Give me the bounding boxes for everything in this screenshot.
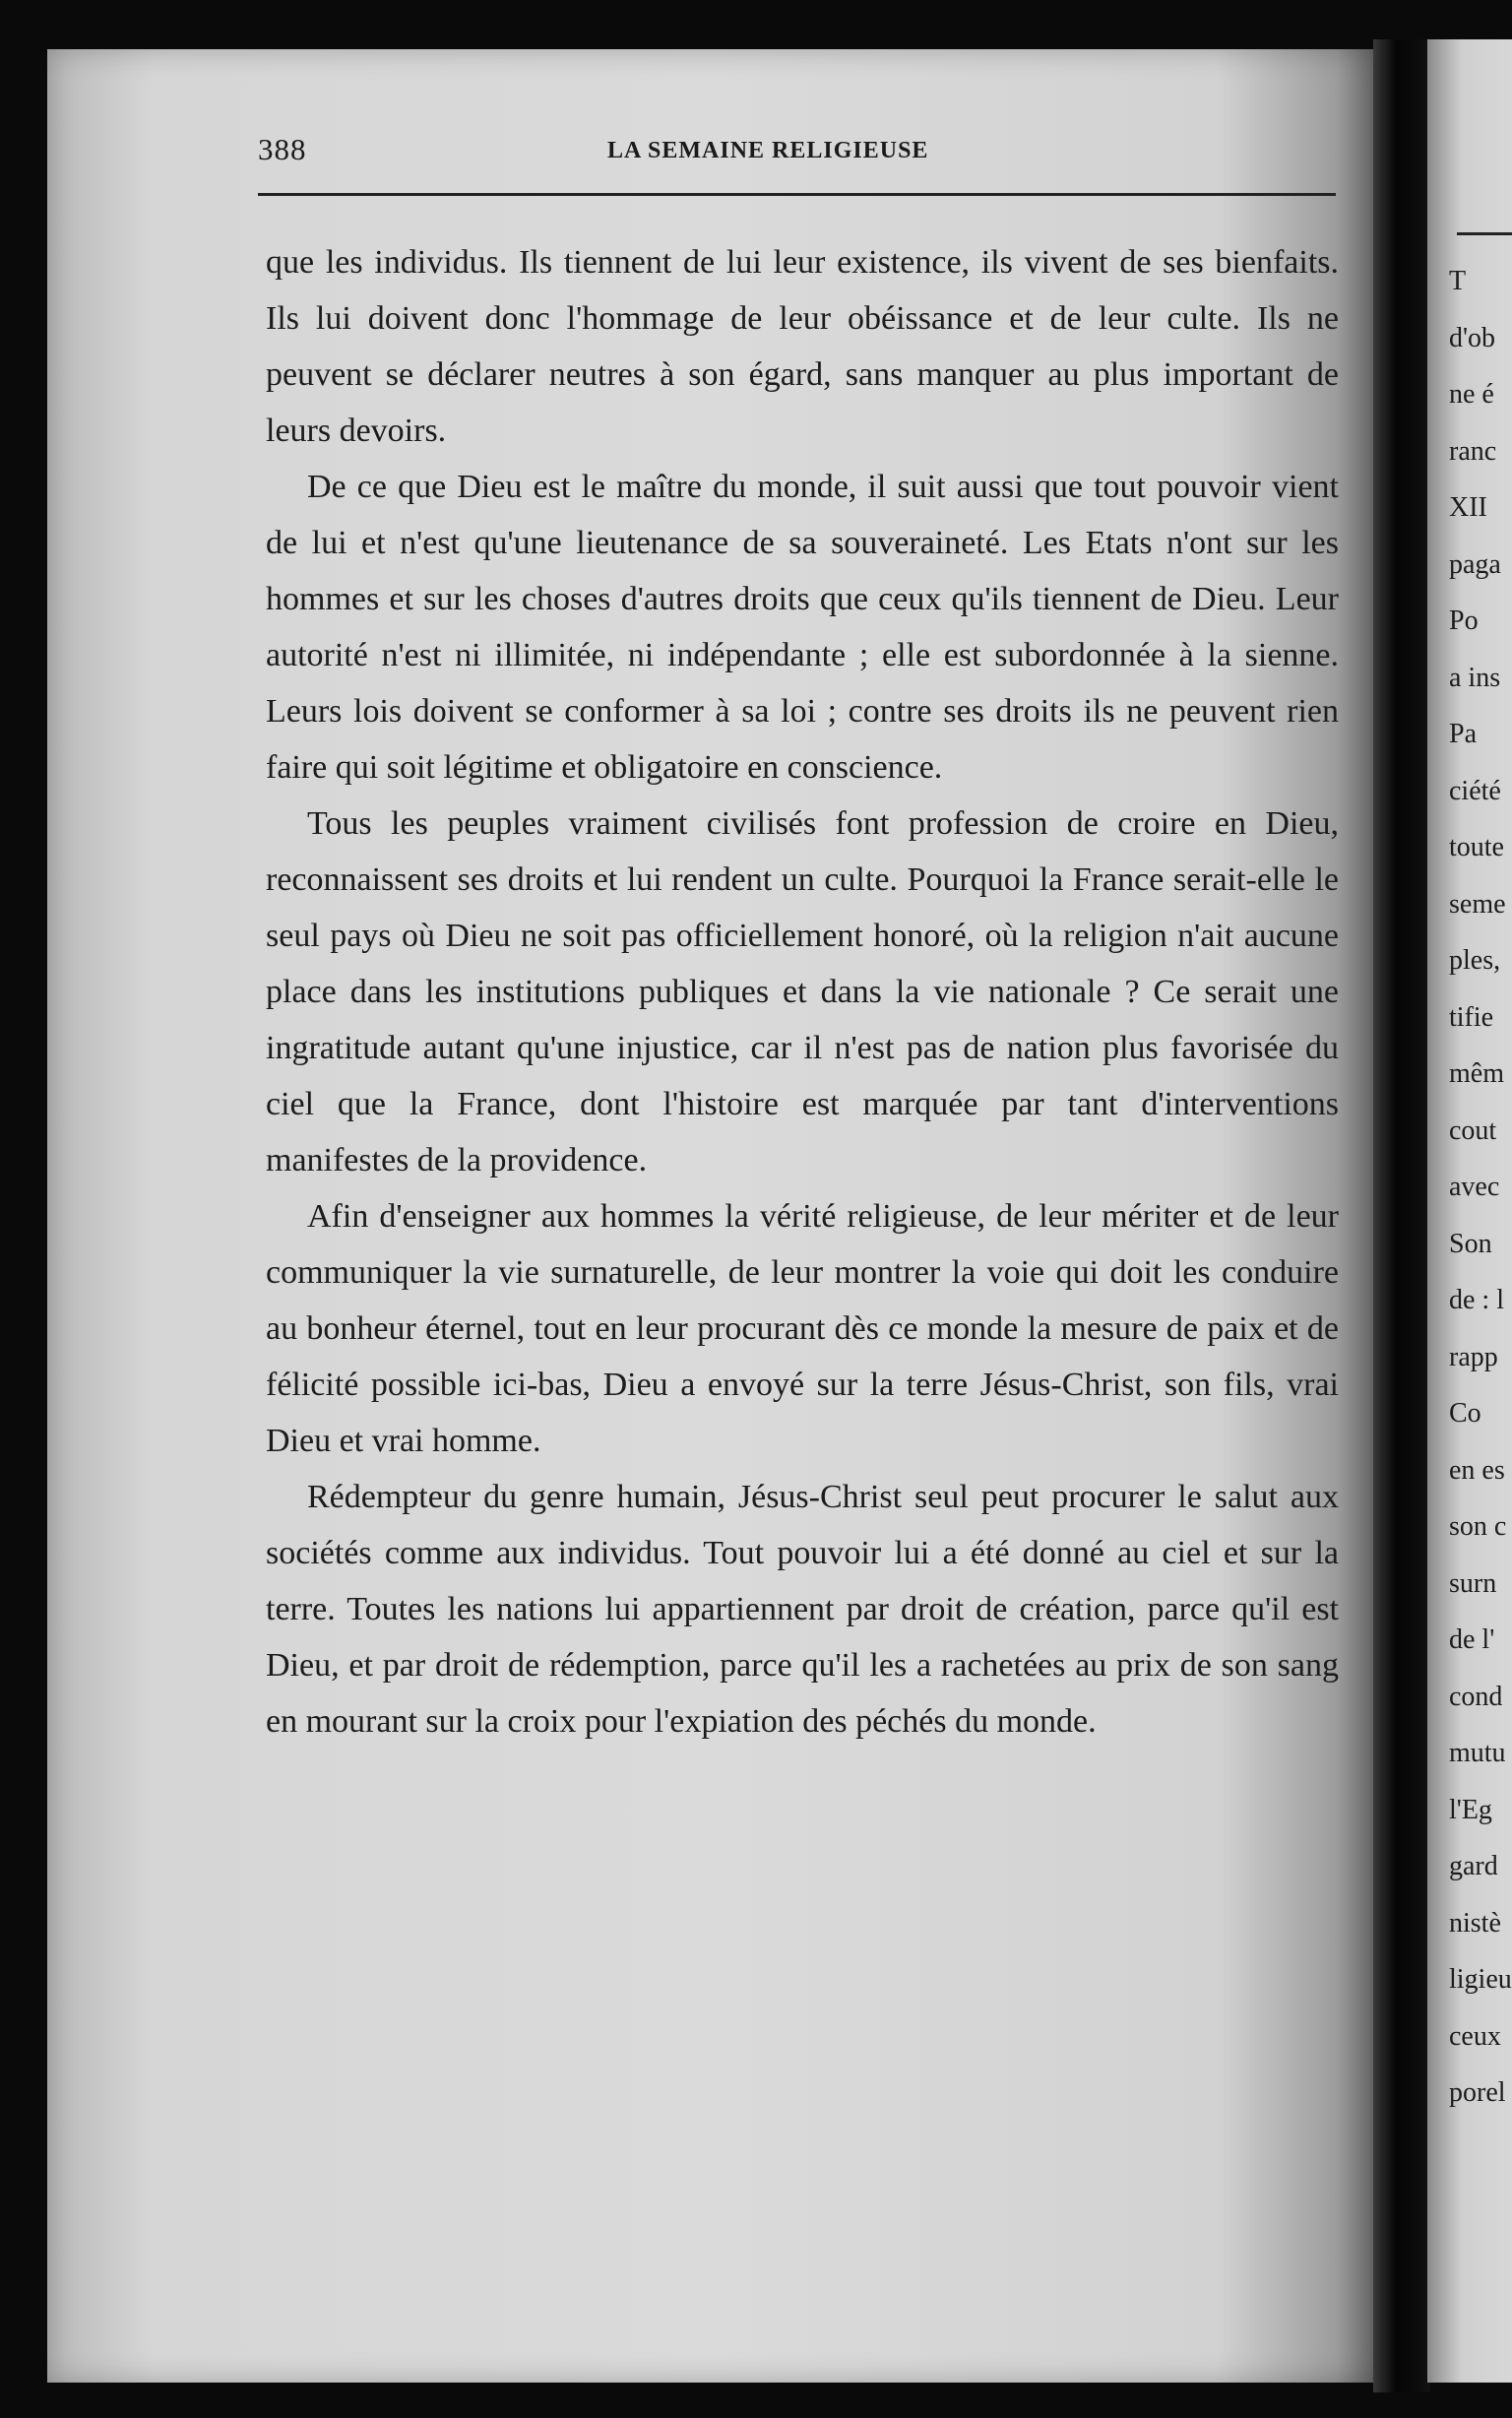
facing-line-fragment: Son (1449, 1228, 1492, 1259)
paragraph: Afin d'enseigner aux hommes la vérité religieuse, de leur mériter et de leur communiquer la vie surnaturelle, de leur montrer la voie qui doit les conduire au bonheur éternel, tout en leur procurant dès ce monde la mesure de paix et de félicité possible ici-bas, Dieu a envoyé sur la terre Jésus-Christ, son fils, vrai Dieu et vrai homme. (266, 1198, 1339, 1459)
body-text (266, 234, 1339, 1750)
facing-line-fragment: d'ob (1449, 322, 1496, 353)
facing-line-fragment: ne é (1449, 379, 1494, 410)
facing-header-divider (1457, 232, 1512, 235)
facing-line-fragment: ciété (1449, 775, 1501, 806)
facing-line-fragment: T (1449, 266, 1467, 296)
facing-line-fragment: ples, (1449, 945, 1501, 976)
facing-line-fragment: surn (1449, 1567, 1497, 1599)
facing-line-fragment: l'Eg (1449, 1794, 1492, 1825)
facing-line-fragment: de : l (1449, 1285, 1504, 1315)
facing-line-fragment: cout (1449, 1114, 1497, 1146)
facing-line-fragment: Pa (1449, 719, 1477, 749)
paragraph: que les individus. Ils tiennent de lui leur existence, ils vivent de ses bienfaits. Ils lui doivent donc l'hommage de leur obéissance et de leur culte. Ils ne peuvent se déclarer neutres à son égard, sans manquer au plus important de leurs devoirs. (266, 244, 1339, 449)
facing-line-fragment: mutu (1449, 1738, 1506, 1768)
facing-line-fragment: son c (1449, 1511, 1507, 1542)
facing-line-fragment: de l' (1449, 1624, 1495, 1655)
facing-line-fragment: tifie (1449, 1001, 1494, 1033)
facing-line-fragment: gard (1449, 1851, 1498, 1881)
facing-line-fragment: toute (1449, 832, 1504, 862)
header-divider (258, 193, 1336, 196)
facing-line-fragment: Po (1449, 605, 1479, 636)
facing-line-fragment: rapp (1449, 1341, 1498, 1372)
facing-line-fragment: en es (1449, 1454, 1505, 1486)
facing-line-fragment: porel (1449, 2077, 1506, 2108)
facing-line-fragment: ranc (1449, 435, 1497, 467)
paragraph: Rédempteur du genre humain, Jésus-Christ seul peut procurer le salut aux sociétés comme aux individus. Tout pouvoir lui a été donné au ciel et sur la terre. Toutes les nations lui appartiennent par droit de création, parce qu'il est Dieu, et par droit de rédemption, parce qu'il les a rachetées au prix de son sang en mourant sur la croix pour l'expiation des péchés du monde. (266, 1479, 1339, 1740)
facing-line-fragment: ceux (1449, 2020, 1501, 2052)
page-header (258, 132, 1336, 171)
facing-line-fragment: mêm (1449, 1058, 1504, 1089)
page-number: 388 (258, 132, 307, 166)
paragraph: Tous les peuples vraiment civilisés font profession de croire en Dieu, reconnaissent ses droits et lui rendent un culte. Pourquoi la France serait-elle le seul pays où Dieu ne soit pas officiellement honoré, où la religion n'ait aucune place dans les institutions publiques et dans la vie nationale ? Ce serait une ingratitude autant qu'une injustice, car il n'est pas de nation plus favorisée du ciel que la France, dont l'histoire est marquée par tant d'interventions manifestes de la providence. (266, 805, 1339, 1178)
paragraph: De ce que Dieu est le maître du monde, il suit aussi que tout pouvoir vient de lui et n'est qu'une lieutenance de sa souveraineté. Les Etats n'ont sur les hommes et sur les choses d'autres droits que ceux qu'ils tiennent de Dieu. Leur autorité n'est ni illimitée, ni indépendante ; elle est subordonnée à la sienne. Leurs lois doivent se conformer à sa loi ; contre ses droits ils ne peuvent rien faire qui soit légitime et obligatoire en conscience. (266, 469, 1339, 786)
facing-line-fragment: paga (1449, 548, 1501, 580)
facing-line-fragment: XII (1449, 492, 1487, 523)
facing-line-fragment: avec (1449, 1172, 1500, 1202)
facing-line-fragment: nistè (1449, 1907, 1501, 1939)
facing-line-fragment: ligieu (1449, 1964, 1512, 1995)
facing-page-edge (1427, 39, 1512, 2383)
facing-line-fragment: Co (1449, 1398, 1481, 1429)
facing-line-fragment: seme (1449, 888, 1506, 920)
running-title: LA SEMAINE RELIGIEUSE (607, 138, 929, 163)
facing-line-fragment: cond (1449, 1681, 1503, 1712)
binding-gutter (1373, 39, 1430, 2392)
facing-line-fragment: a ins (1449, 662, 1501, 693)
